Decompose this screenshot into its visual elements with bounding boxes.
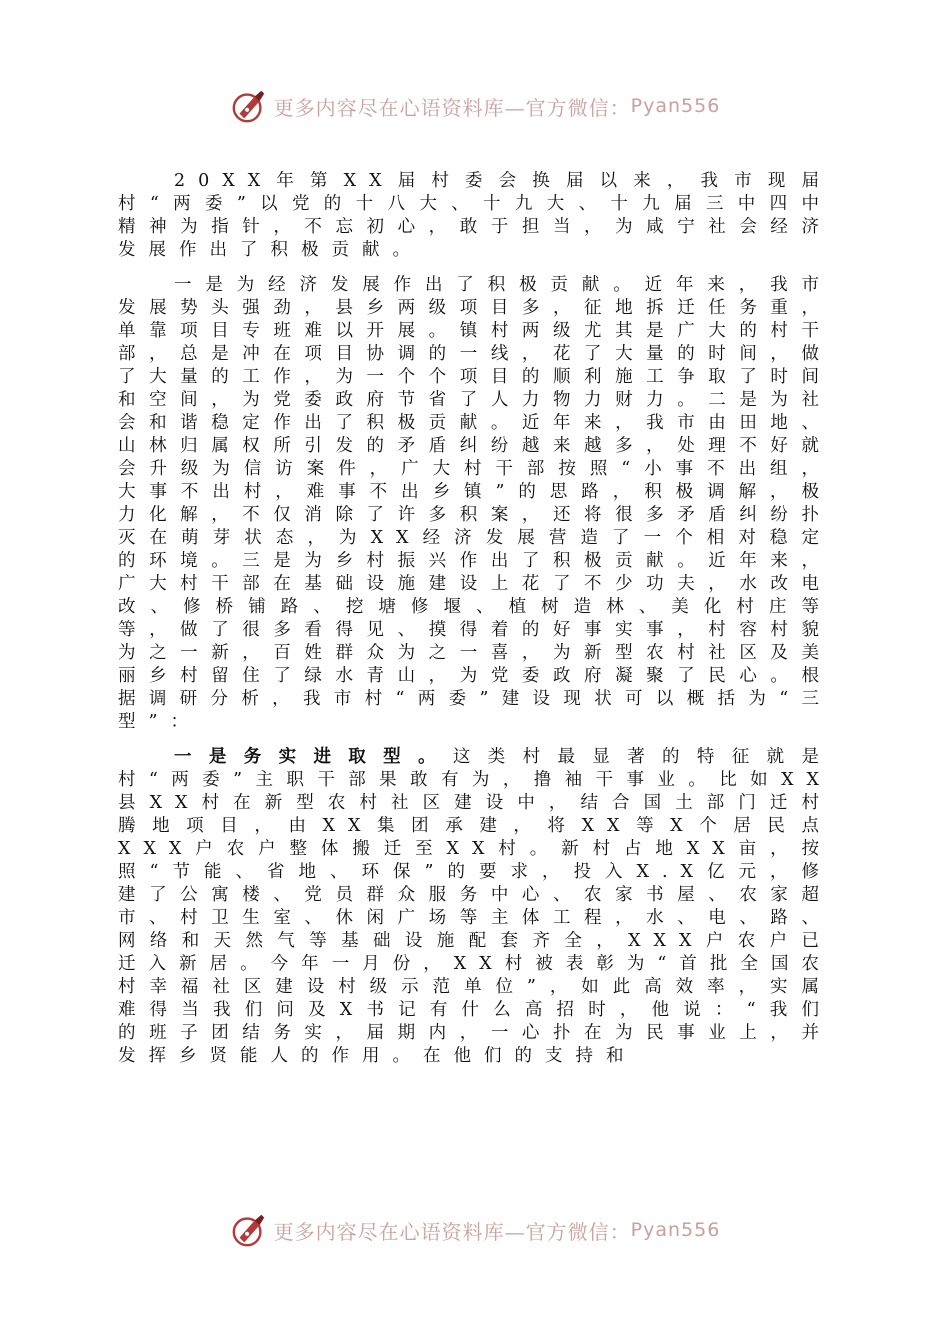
banner-wechat-id: Pyan556 [630,95,721,117]
banner-text: 更多内容尽在心语资料库—官方微信： [273,1219,631,1244]
paragraph-text: 20XX年第XX届村委会换届以来，我市现届村“两委”以党的十八大、十九大、十九届三中四中精神为指针，不忘初心，敢于担当，为咸宁社会经济发展作出了积极贡献。 [118,171,832,260]
paragraph-intro [118,170,832,262]
watermark-banner-bottom [0,1208,950,1252]
banner-wechat-id: Pyan556 [630,1219,721,1241]
paragraph-lead-heading: 一是务实进取型。 [174,747,453,767]
paragraph-text: 一是为经济发展作出了积极贡献。近年来，我市发展势头强劲，县乡两级项目多，征地拆迁任务重，单靠项目专班难以开展。镇村两级尤其是广大的村干部，总是冲在项目协调的一线，花了大量的时间，做了大量的工作，为一个个项目的顺利施工争取了时间和空间，为党委政府节省了人力物力财力。二是为社会和谐稳定作出了积极贡献。近年来，我市由田地、山林归属权所引发的矛盾纠纷越来越多，处理不好就会升级为信访案件，广大村干部按照“小事不出组，大事不出村，难事不出乡镇”的思路，积极调解，极力化解，不仅消除了许多积案，还将很多矛盾纠纷扑灭在萌芽状态，为XX经济发展营造了一个相对稳定的环境。三是为乡村振兴作出了积极贡献。近年来，广大村干部在基础设施建设上花了不少功夫，水改电改、修桥铺路、挖塘修堰、植树造林、美化村庄等等，做了很多看得见、摸得着的好事实事，村容村貌为之一新，百姓群众为之一喜，为新型农村社区及美丽乡村留住了绿水青山，为党委政府凝聚了民心。根据调研分析，我市村“两委”建设现状可以概括为“三型”： [118,275,832,732]
paragraph-contributions [118,274,832,734]
paragraph-pragmatic-type [118,746,832,1068]
document-body [118,170,832,1068]
pen-nib-seal-icon [230,1211,268,1249]
watermark-banner-top [0,84,950,128]
paragraph-text: 这类村最显著的特征就是村“两委”主职干部果敢有为，撸袖干事业。比如XX县XX村在新型农村社区建设中，结合国土部门迁村腾地项目，由XX集团承建，将XX等X个居民点XXX户农户整体搬迁至XX村。新村占地XX亩，按照“节能、省地、环保”的要求，投入X.X亿元，修建了公寓楼、党员群众服务中心、农家书屋、农家超市、村卫生室、休闲广场等主体工程，水、电、路、网络和天然气等基础设施配套齐全，XXX户农户已迁入新居。今年一月份，XX村被表彰为“首批全国农村幸福社区建设村级示范单位”，如此高效率，实属难得当我们问及X书记有什么高招时，他说：“我们的班子团结务实，届期内，一心扑在为民事业上，并发挥乡贤能人的作用。在他们的支持和 [118,747,833,1066]
pen-nib-seal-icon [230,87,268,125]
banner-text: 更多内容尽在心语资料库—官方微信： [273,95,631,120]
